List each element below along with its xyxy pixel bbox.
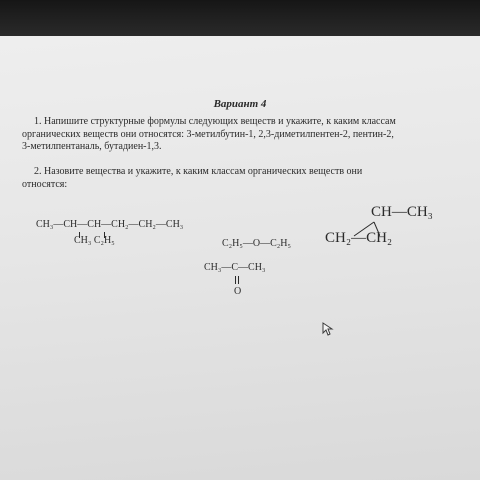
task-2-text: [22, 166, 462, 191]
task-1-line: 1. Напишите структурные формулы следующих веществ и укажите, к каким классам: [34, 116, 396, 127]
task-2-line: относятся:: [22, 178, 68, 190]
formula-4-ring-top: CH—CH₃: [371, 204, 433, 220]
mouse-cursor-icon: [322, 322, 334, 336]
double-bond-line: [235, 276, 236, 284]
formula-1-substituents: CH₃ C₂H₅: [74, 235, 115, 246]
task-1-text: [22, 116, 462, 154]
screen-bezel: [0, 0, 480, 36]
formula-2-ether: C₂H₅—O—C₂H₅: [222, 238, 291, 249]
formula-1-chain: CH₃—CH—CH—CH₂—CH₂—CH₃: [36, 219, 184, 230]
formula-3-ketone: CH₃—C—CH₃: [204, 262, 266, 273]
page-title: Вариант 4: [213, 98, 267, 110]
task-2-line: 2. Назовите вещества и укажите, к каким классам органических веществ они: [34, 166, 363, 177]
worksheet-page: [0, 36, 480, 480]
formula-4-ring-bottom: CH₂—CH₂: [325, 230, 393, 246]
formula-3-oxygen: O: [234, 286, 242, 297]
double-bond-line: [238, 276, 239, 284]
task-1-line: 3-метилпентаналь, бутадиен-1,3.: [22, 141, 162, 152]
task-1-line: органических веществ они относятся: 3-метилбутин-1, 2,3-диметилпентен-2, пентин-2,: [22, 128, 394, 140]
